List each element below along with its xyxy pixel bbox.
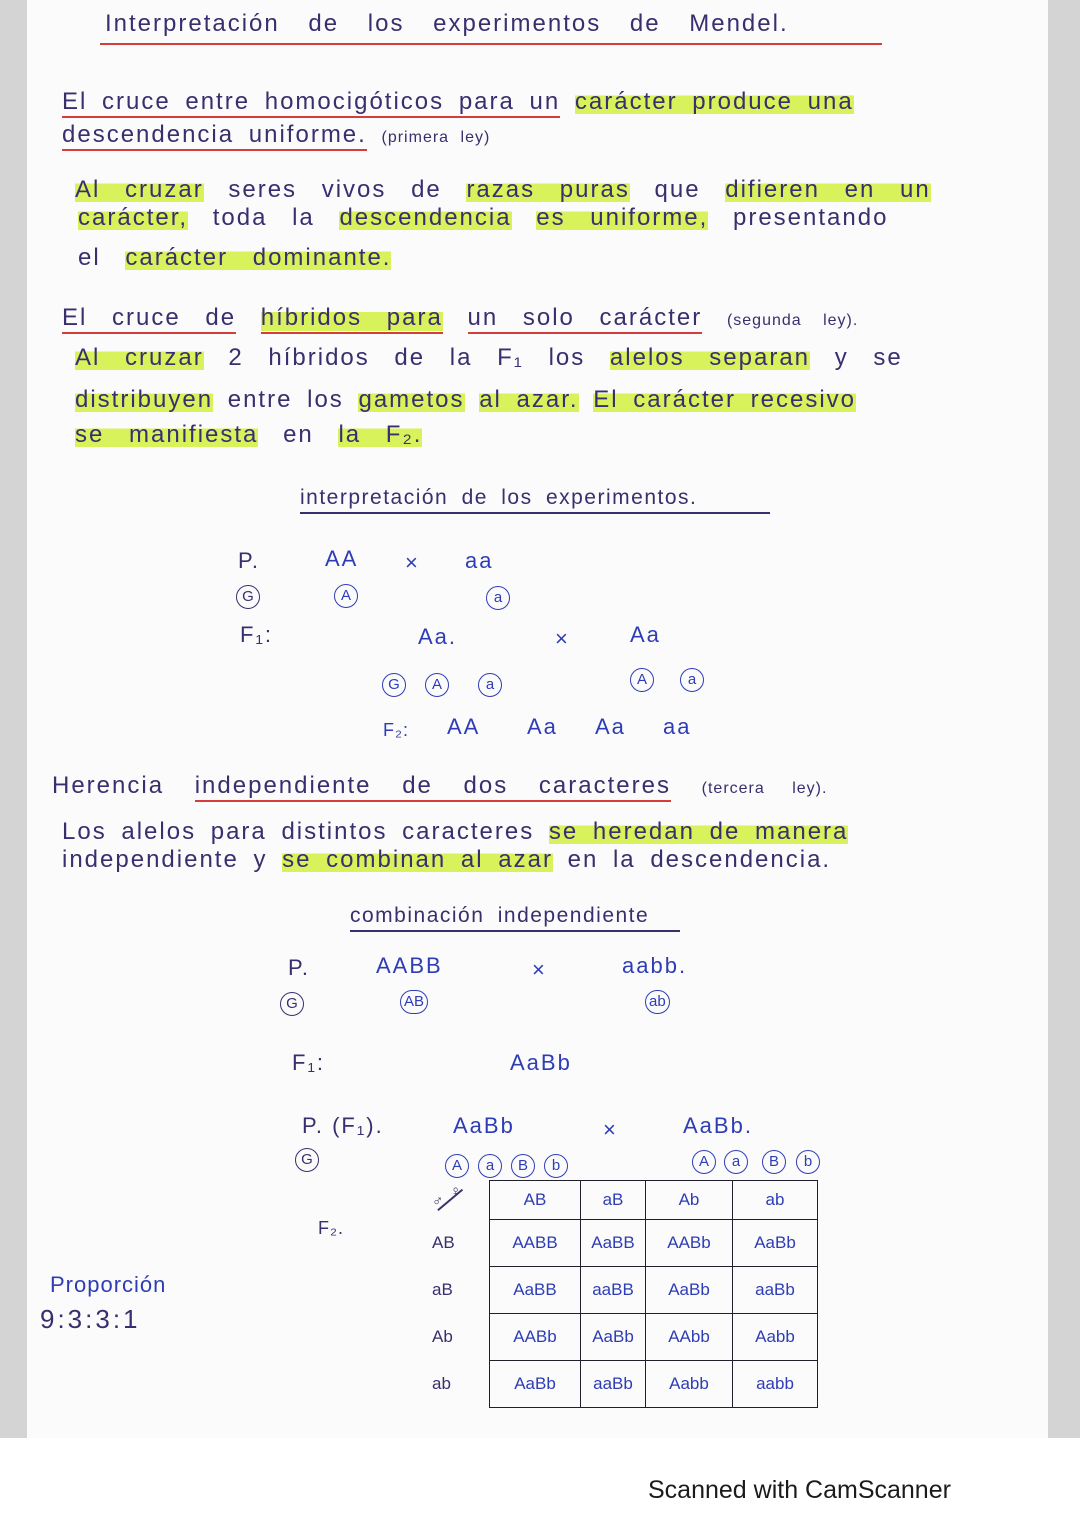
gamete: a bbox=[486, 586, 510, 610]
explanation-text: carácter, bbox=[78, 204, 189, 231]
explanation-text: independiente bbox=[62, 846, 239, 873]
punnett-cell: AABb bbox=[490, 1314, 581, 1361]
punnett-cell: AABB bbox=[490, 1220, 581, 1267]
heading-text: Herencia bbox=[52, 772, 165, 799]
gamete: a bbox=[478, 1154, 502, 1178]
parent-genotype: aabb. bbox=[622, 953, 688, 978]
explanation-text: Al cruzar bbox=[75, 344, 204, 371]
gametes-label: G bbox=[280, 992, 304, 1016]
punnett-cell: aaBb bbox=[733, 1267, 818, 1314]
explanation-text: se combinan al azar bbox=[282, 846, 553, 873]
gamete: a bbox=[680, 668, 704, 692]
gamete: b bbox=[796, 1150, 820, 1174]
diagram-heading-underline bbox=[300, 512, 770, 514]
gamete: A bbox=[630, 668, 654, 692]
explanation-text: difieren en un bbox=[725, 176, 931, 203]
f1-label: F₁: bbox=[240, 622, 273, 647]
f2-genotype: AA bbox=[447, 714, 481, 739]
parents-label: P. bbox=[238, 548, 260, 573]
gametes-label: G bbox=[382, 673, 406, 697]
gamete: A bbox=[445, 1154, 469, 1178]
law-name: (segunda ley). bbox=[726, 312, 859, 329]
explanation-text: y se bbox=[834, 344, 903, 371]
second-law-explanation-line-3 bbox=[75, 421, 422, 449]
heading-text: independiente de dos caracteres bbox=[195, 772, 671, 802]
female-symbol: ♀ bbox=[450, 1182, 462, 1200]
cross-symbol: × bbox=[405, 550, 420, 575]
punnett-header-row bbox=[428, 1181, 818, 1220]
explanation-text: distribuyen bbox=[75, 386, 214, 413]
third-law-explanation-line-2 bbox=[62, 846, 831, 874]
second-law-heading bbox=[62, 304, 858, 335]
first-law-statement-line-1 bbox=[62, 88, 854, 116]
second-law-explanation-line-2 bbox=[75, 386, 856, 414]
explanation-text: en bbox=[283, 421, 314, 448]
first-law-explanation-line-3 bbox=[78, 244, 391, 272]
punnett-row bbox=[428, 1314, 818, 1361]
punnett-row-header: AB bbox=[432, 1233, 455, 1252]
heading-text: un solo carácter bbox=[468, 304, 703, 334]
explanation-text: gametos bbox=[358, 386, 465, 413]
punnett-column-header: Ab bbox=[646, 1181, 733, 1220]
diagram-heading-underline bbox=[350, 930, 680, 932]
punnett-cell: AaBb bbox=[581, 1314, 646, 1361]
explanation-text: caracteres bbox=[402, 818, 535, 845]
punnett-row bbox=[428, 1220, 818, 1267]
statement-text: carácter produce una bbox=[574, 88, 854, 115]
scan-margin-right bbox=[1048, 0, 1080, 1438]
gametes-label: G bbox=[295, 1148, 319, 1172]
f1-label: F₁: bbox=[292, 1050, 325, 1075]
punnett-row-header: Ab bbox=[432, 1327, 453, 1346]
explanation-text: carácter dominante. bbox=[125, 244, 392, 271]
explanation-text: Los alelos para distintos bbox=[62, 818, 388, 845]
explanation-text: alelos separan bbox=[609, 344, 811, 371]
f1-genotype: Aa. bbox=[418, 624, 458, 649]
parent-genotype: AA bbox=[325, 546, 359, 571]
f2-genotype: aa bbox=[663, 714, 692, 739]
f2-genotype: Aa bbox=[527, 714, 558, 739]
punnett-cell: AaBb bbox=[490, 1361, 581, 1408]
explanation-text: toda la bbox=[212, 204, 315, 231]
punnett-cell: Aabb bbox=[733, 1314, 818, 1361]
first-law-statement-line-2 bbox=[62, 121, 490, 152]
page-title: Interpretación de los experimentos de Mendel. bbox=[105, 10, 789, 37]
explanation-text: el bbox=[78, 244, 101, 271]
f2-label: F₂. bbox=[318, 1218, 344, 1238]
punnett-cell: AAbb bbox=[646, 1314, 733, 1361]
f1-genotype: AaBb bbox=[453, 1113, 515, 1138]
third-law-explanation-line-1 bbox=[62, 818, 848, 846]
third-law-heading bbox=[52, 772, 827, 803]
male-symbol: ♂ bbox=[432, 1192, 444, 1210]
parents-label: P. bbox=[288, 955, 310, 980]
gamete: ab bbox=[645, 990, 670, 1014]
scan-margin-left bbox=[0, 0, 27, 1438]
heading-text: híbridos para bbox=[261, 304, 443, 334]
punnett-square bbox=[428, 1180, 818, 1408]
title-underline bbox=[100, 43, 882, 45]
explanation-text: que bbox=[654, 176, 701, 203]
second-law-explanation-line-1 bbox=[75, 344, 903, 372]
cross-symbol: × bbox=[603, 1117, 618, 1142]
proportion-value: 9:3:3:1 bbox=[40, 1304, 141, 1334]
parent-genotype: aa bbox=[465, 548, 494, 573]
explanation-text: seres vivos de bbox=[228, 176, 442, 203]
f1-genotype: AaBb. bbox=[683, 1113, 753, 1138]
gamete: a bbox=[724, 1150, 748, 1174]
heading-text: El cruce de bbox=[62, 304, 236, 334]
explanation-text: razas puras bbox=[466, 176, 630, 203]
punnett-column-header: ab bbox=[733, 1181, 818, 1220]
punnett-row bbox=[428, 1361, 818, 1408]
parent-genotype: AABB bbox=[376, 953, 443, 978]
gamete: A bbox=[425, 673, 449, 697]
statement-text: descendencia uniforme. bbox=[62, 121, 367, 151]
law-name: (tercera ley). bbox=[701, 780, 828, 797]
gametes-label: G bbox=[236, 585, 260, 609]
diagram-heading: interpretación de los experimentos. bbox=[300, 486, 698, 509]
explanation-text: al azar. bbox=[479, 386, 579, 413]
explanation-text: entre los bbox=[227, 386, 344, 413]
f2-genotype: Aa bbox=[595, 714, 626, 739]
explanation-text: descendencia bbox=[339, 204, 512, 231]
law-name: (primera ley) bbox=[381, 129, 491, 146]
explanation-text: la F₂. bbox=[338, 421, 423, 448]
explanation-text: El carácter recesivo bbox=[593, 386, 857, 413]
gamete: b bbox=[544, 1154, 568, 1178]
explanation-text: Al cruzar bbox=[75, 176, 204, 203]
punnett-row-header: aB bbox=[432, 1280, 453, 1299]
punnett-cell: aaBb bbox=[581, 1361, 646, 1408]
punnett-cell: Aabb bbox=[646, 1361, 733, 1408]
punnett-column-header: aB bbox=[581, 1181, 646, 1220]
proportion-label: Proporción bbox=[50, 1272, 167, 1297]
explanation-text: es uniforme, bbox=[536, 204, 709, 231]
f2-label: F₂: bbox=[383, 720, 409, 740]
explanation-text: en la descendencia. bbox=[567, 846, 832, 873]
punnett-cell: aaBB bbox=[581, 1267, 646, 1314]
punnett-cell: AaBb bbox=[733, 1220, 818, 1267]
gamete: B bbox=[511, 1154, 535, 1178]
f1-cross-label: P. (F₁). bbox=[302, 1113, 384, 1138]
explanation-text: se heredan de manera bbox=[548, 818, 849, 845]
punnett-cell: aabb bbox=[733, 1361, 818, 1408]
explanation-text: y bbox=[253, 846, 268, 873]
explanation-text: 2 híbridos de la F₁ los bbox=[228, 344, 586, 371]
explanation-text: se manifiesta bbox=[75, 421, 259, 448]
gamete: A bbox=[692, 1150, 716, 1174]
diagram-heading: combinación independiente bbox=[350, 904, 650, 927]
first-law-explanation-line-2 bbox=[78, 204, 888, 232]
punnett-cell: AaBb bbox=[646, 1267, 733, 1314]
punnett-row-header: ab bbox=[432, 1374, 451, 1393]
cross-symbol: × bbox=[555, 626, 570, 651]
punnett-column-header: AB bbox=[490, 1181, 581, 1220]
first-law-explanation-line-1 bbox=[75, 176, 931, 204]
punnett-cell: AaBB bbox=[581, 1220, 646, 1267]
punnett-cell: AaBB bbox=[490, 1267, 581, 1314]
gamete: AB bbox=[400, 990, 428, 1014]
f1-genotype: AaBb bbox=[510, 1050, 572, 1075]
gamete: a bbox=[478, 673, 502, 697]
explanation-text: presentando bbox=[732, 204, 889, 231]
gamete: B bbox=[762, 1150, 786, 1174]
f1-genotype: Aa bbox=[630, 622, 661, 647]
punnett-cell: AABb bbox=[646, 1220, 733, 1267]
scanner-watermark: Scanned with CamScanner bbox=[648, 1476, 951, 1504]
statement-text: El cruce entre homocigóticos para un bbox=[62, 88, 560, 118]
punnett-corner bbox=[428, 1181, 490, 1220]
cross-symbol: × bbox=[532, 957, 547, 982]
punnett-row bbox=[428, 1267, 818, 1314]
gamete: A bbox=[334, 584, 358, 608]
